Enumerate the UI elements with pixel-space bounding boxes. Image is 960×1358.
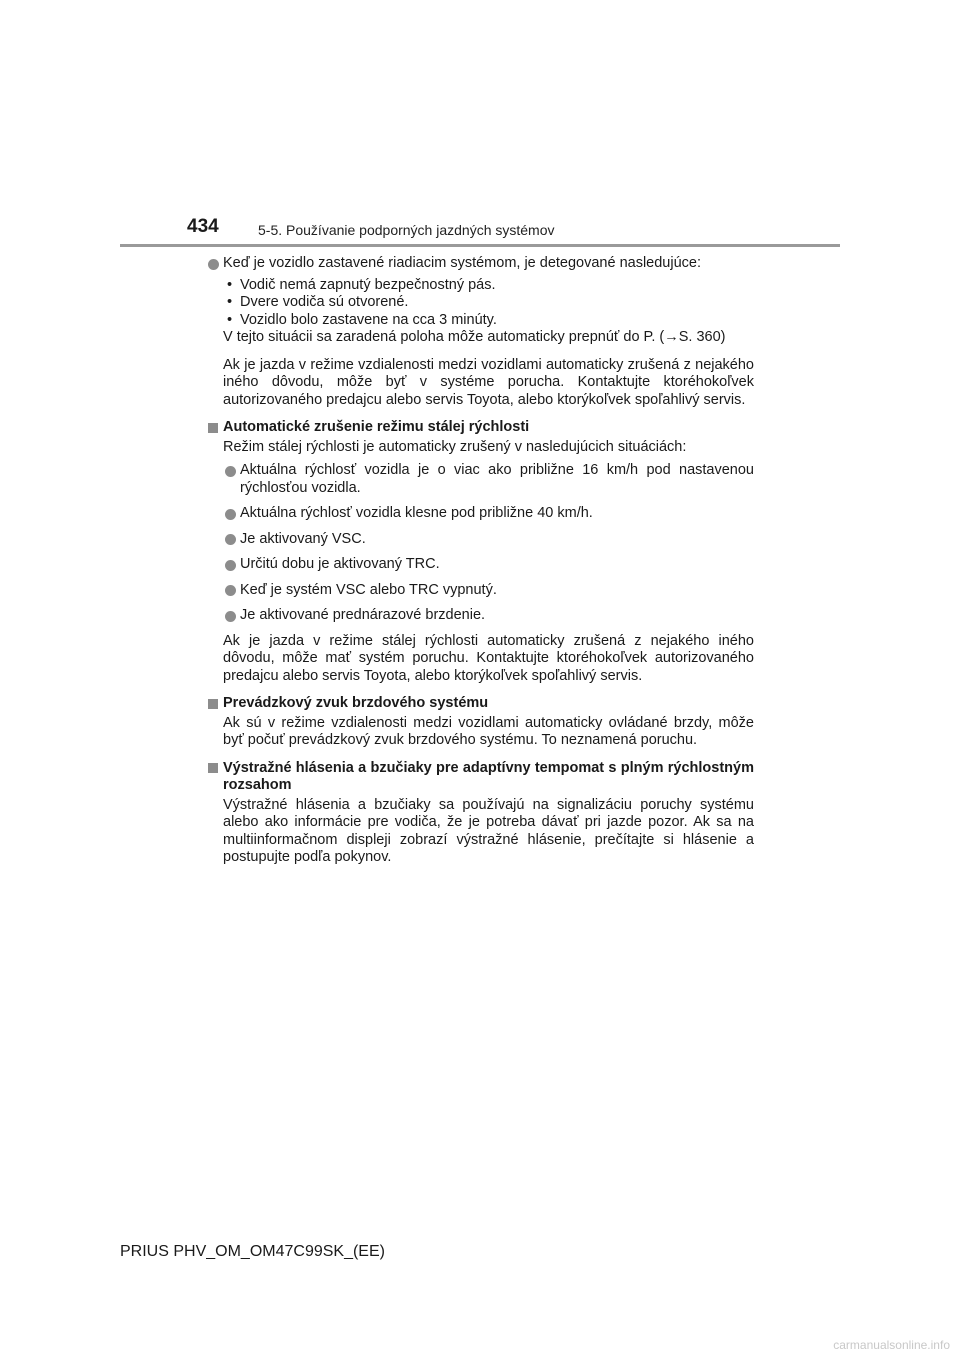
section-heading-row — [206, 419, 754, 437]
bullet-list — [206, 462, 754, 625]
bullet-text: Aktuálna rýchlosť vozidla je o viac ako približne 16 km/h pod nastavenou rýchlosťou vozidla. — [240, 462, 754, 496]
sub-item-text: Dvere vodiča sú otvorené. — [240, 294, 409, 310]
watermark: carmanualsonline.info — [833, 1338, 950, 1352]
bullet-dot-icon — [225, 509, 236, 520]
bullet-text: Je aktivovaný VSC. — [240, 530, 366, 547]
paragraph: Režim stálej rýchlosti je automaticky zrušený v nasledujúcich situáciách: — [223, 438, 687, 455]
sub-list-note: V tejto situácii sa zaradená poloha môže automaticky prepnúť do P. (→S. 360) — [223, 329, 726, 345]
bullet-dot-icon — [225, 611, 236, 622]
square-bullet-icon — [208, 699, 218, 709]
dot-mark-icon: • — [227, 294, 233, 310]
page-number: 434 — [187, 216, 219, 237]
bullet-item — [223, 607, 754, 625]
square-bullet-icon — [208, 423, 218, 433]
paragraph: Ak je jazda v režime stálej rýchlosti automaticky zrušená z nejakého iného dôvodu, môže mať systém poruchu. Kontaktujte ktoréhokoľvek autorizovaného predajcu alebo servis Toyota, alebo ktorýkoľvek spoľahlivý servis. — [223, 632, 754, 684]
section-heading-row — [206, 760, 754, 795]
section-heading: Prevádzkový zvuk brzdového systému — [223, 695, 489, 711]
page-header — [0, 0, 960, 250]
paragraph: Ak sú v režime vzdialenosti medzi vozidlami automaticky ovládané brzdy, môže byť počuť prevádzkový zvuk brzdového systému. To neznamená poruchu. — [223, 714, 754, 748]
dot-mark-icon: • — [227, 276, 233, 293]
sub-item-text: Vozidlo bolo zastavene na cca 3 minúty. — [240, 311, 497, 328]
bullet-text: Keď je vozidlo zastavené riadiacim systémom, je detegované nasledujúce: — [223, 255, 702, 271]
bullet-text: Aktuálna rýchlosť vozidla klesne pod približne 40 km/h. — [240, 505, 593, 521]
header-divider — [120, 244, 840, 247]
bullet-text: Je aktivované prednárazové brzdenie. — [240, 607, 486, 623]
bullet-dot-icon — [208, 259, 219, 270]
sub-list-item — [223, 294, 754, 312]
section-title: 5-5. Používanie podporných jazdných systémov — [258, 222, 555, 238]
page-content — [206, 255, 754, 877]
bullet-dot-icon — [225, 534, 236, 545]
bullet-dot-icon — [225, 560, 236, 571]
sub-item-text: Vodič nemá zapnutý bezpečnostný pás. — [240, 276, 496, 293]
bullet-dot-icon — [225, 585, 236, 596]
paragraph: Výstražné hlásenia a bzučiaky sa používajú na signalizáciu poruchy systému alebo ako informácie pre vodiča, že je potreba dávať pri jazde pozor. Ak sa na multiinformačnom displeji zobrazí výstražné hlásenie, prečítajte si hlásenie a postupujte podľa pokynov. — [223, 796, 754, 865]
bullet-item — [223, 582, 754, 600]
bullet-item — [223, 556, 754, 574]
section-heading: Výstražné hlásenia a bzučiaky pre adaptívny tempomat s plným rýchlostným rozsahom — [223, 759, 754, 793]
sub-list-item — [223, 312, 754, 330]
square-bullet-icon — [208, 763, 218, 773]
bullet-item — [223, 462, 754, 497]
bullet-item — [206, 255, 754, 273]
section-heading: Automatické zrušenie režimu stálej rýchlosti — [223, 419, 530, 435]
sub-list — [206, 277, 754, 347]
bullet-item — [223, 505, 754, 523]
bullet-item — [223, 531, 754, 549]
sub-list-item — [223, 277, 754, 295]
paragraph: Ak je jazda v režime vzdialenosti medzi vozidlami automaticky zrušená z nejakého iného dôvodu, môže byť v systéme porucha. Kontaktujte ktoréhokoľvek autorizovaného predajcu alebo servis Toyota, alebo ktorýkoľvek spoľahlivý servis. — [223, 356, 754, 408]
document-code: PRIUS PHV_OM_OM47C99SK_(EE) — [120, 1243, 385, 1260]
bullet-text: Určitú dobu je aktivovaný TRC. — [240, 556, 440, 572]
section-heading-row — [206, 695, 754, 713]
bullet-dot-icon — [225, 466, 236, 477]
bullet-text: Keď je systém VSC alebo TRC vypnutý. — [240, 581, 497, 598]
dot-mark-icon: • — [227, 311, 233, 328]
